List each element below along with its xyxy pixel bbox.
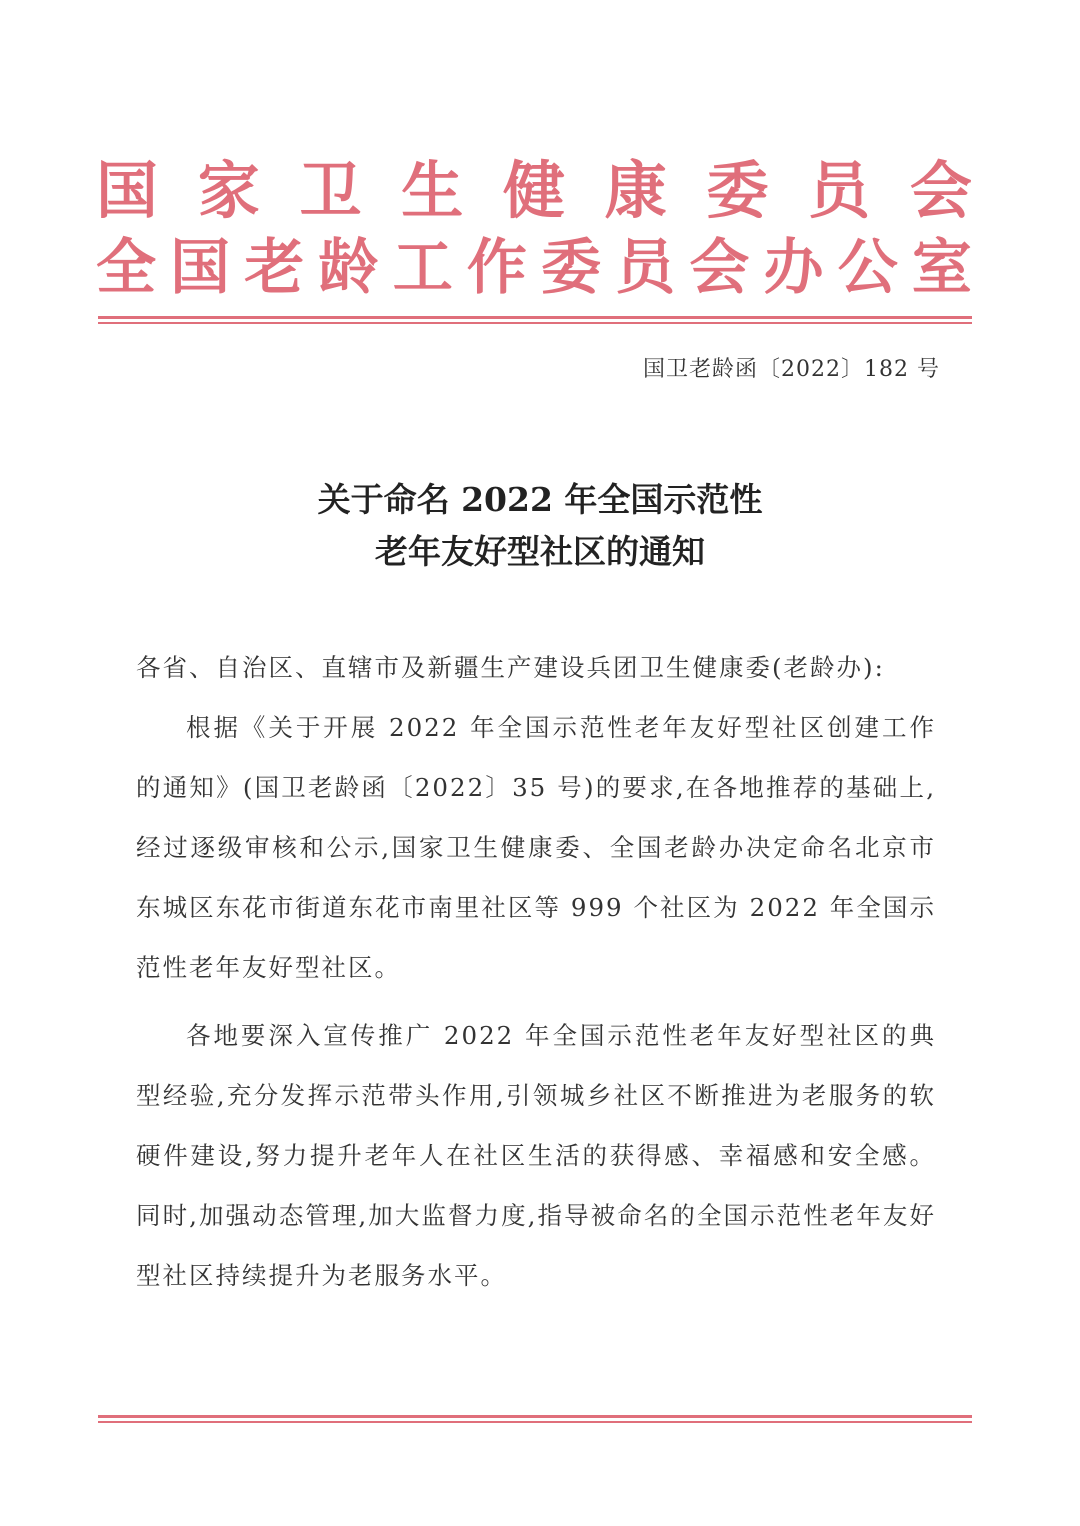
header-char: 国 bbox=[96, 154, 159, 227]
header-char: 生 bbox=[401, 154, 464, 227]
footer-divider-thin bbox=[98, 1421, 972, 1423]
header-char: 委 bbox=[706, 154, 769, 227]
header-char: 员 bbox=[615, 233, 676, 303]
header-char: 室 bbox=[911, 233, 972, 303]
body-paragraph-2: 各地要深入宣传推广 2022 年全国示范性老年友好型社区的典型经验,充分发挥示范带头作用,引领城乡社区不断推进为老服务的软硬件建设,努力提升老年人在社区生活的获得感、幸福感和安全感。同时,加强动态管理,加大监督力度,指导被命名的全国示范性老年友好型社区持续提升为老服务水平。 bbox=[136, 1021, 936, 1290]
title-line-2: 老年友好型社区的通知 bbox=[375, 532, 705, 571]
issuer-header-line2 bbox=[96, 233, 972, 303]
footer-divider-thick bbox=[98, 1415, 972, 1418]
header-char: 会 bbox=[909, 154, 972, 227]
header-char: 会 bbox=[689, 233, 750, 303]
header-char: 员 bbox=[808, 154, 871, 227]
header-char: 家 bbox=[197, 154, 260, 227]
body-paragraph-1: 根据《关于开展 2022 年全国示范性老年友好型社区创建工作的通知》(国卫老龄函〔2022〕35 号)的要求,在各地推荐的基础上,经过逐级审核和公示,国家卫生健康委、全国老龄办决定命名北京市东城区东花市街道东花市南里社区等 999 个社区为 2022 年全国示范性老年友好型社区。 bbox=[136, 713, 936, 982]
header-char: 委 bbox=[541, 233, 602, 303]
header-char: 老 bbox=[244, 233, 305, 303]
title-line-1: 关于命名 2022 年全国示范性 bbox=[317, 480, 763, 519]
header-char: 全 bbox=[96, 233, 156, 303]
header-char: 龄 bbox=[318, 233, 379, 303]
header-divider-thin bbox=[98, 322, 972, 324]
issuer-header-line1 bbox=[96, 154, 972, 227]
header-char: 作 bbox=[466, 233, 527, 303]
header-char: 工 bbox=[392, 233, 453, 303]
document-number: 国卫老龄函〔2022〕182 号 bbox=[643, 357, 940, 382]
salutation: 各省、自治区、直辖市及新疆生产建设兵团卫生健康委(老龄办): bbox=[136, 653, 885, 682]
document-body bbox=[136, 638, 936, 1306]
header-divider-thick bbox=[98, 316, 972, 319]
header-char: 健 bbox=[502, 154, 565, 227]
document-title bbox=[0, 474, 1080, 578]
header-char: 康 bbox=[604, 154, 667, 227]
header-char: 办 bbox=[763, 233, 824, 303]
header-char: 卫 bbox=[299, 154, 362, 227]
header-char: 国 bbox=[170, 233, 231, 303]
header-char: 公 bbox=[837, 233, 898, 303]
